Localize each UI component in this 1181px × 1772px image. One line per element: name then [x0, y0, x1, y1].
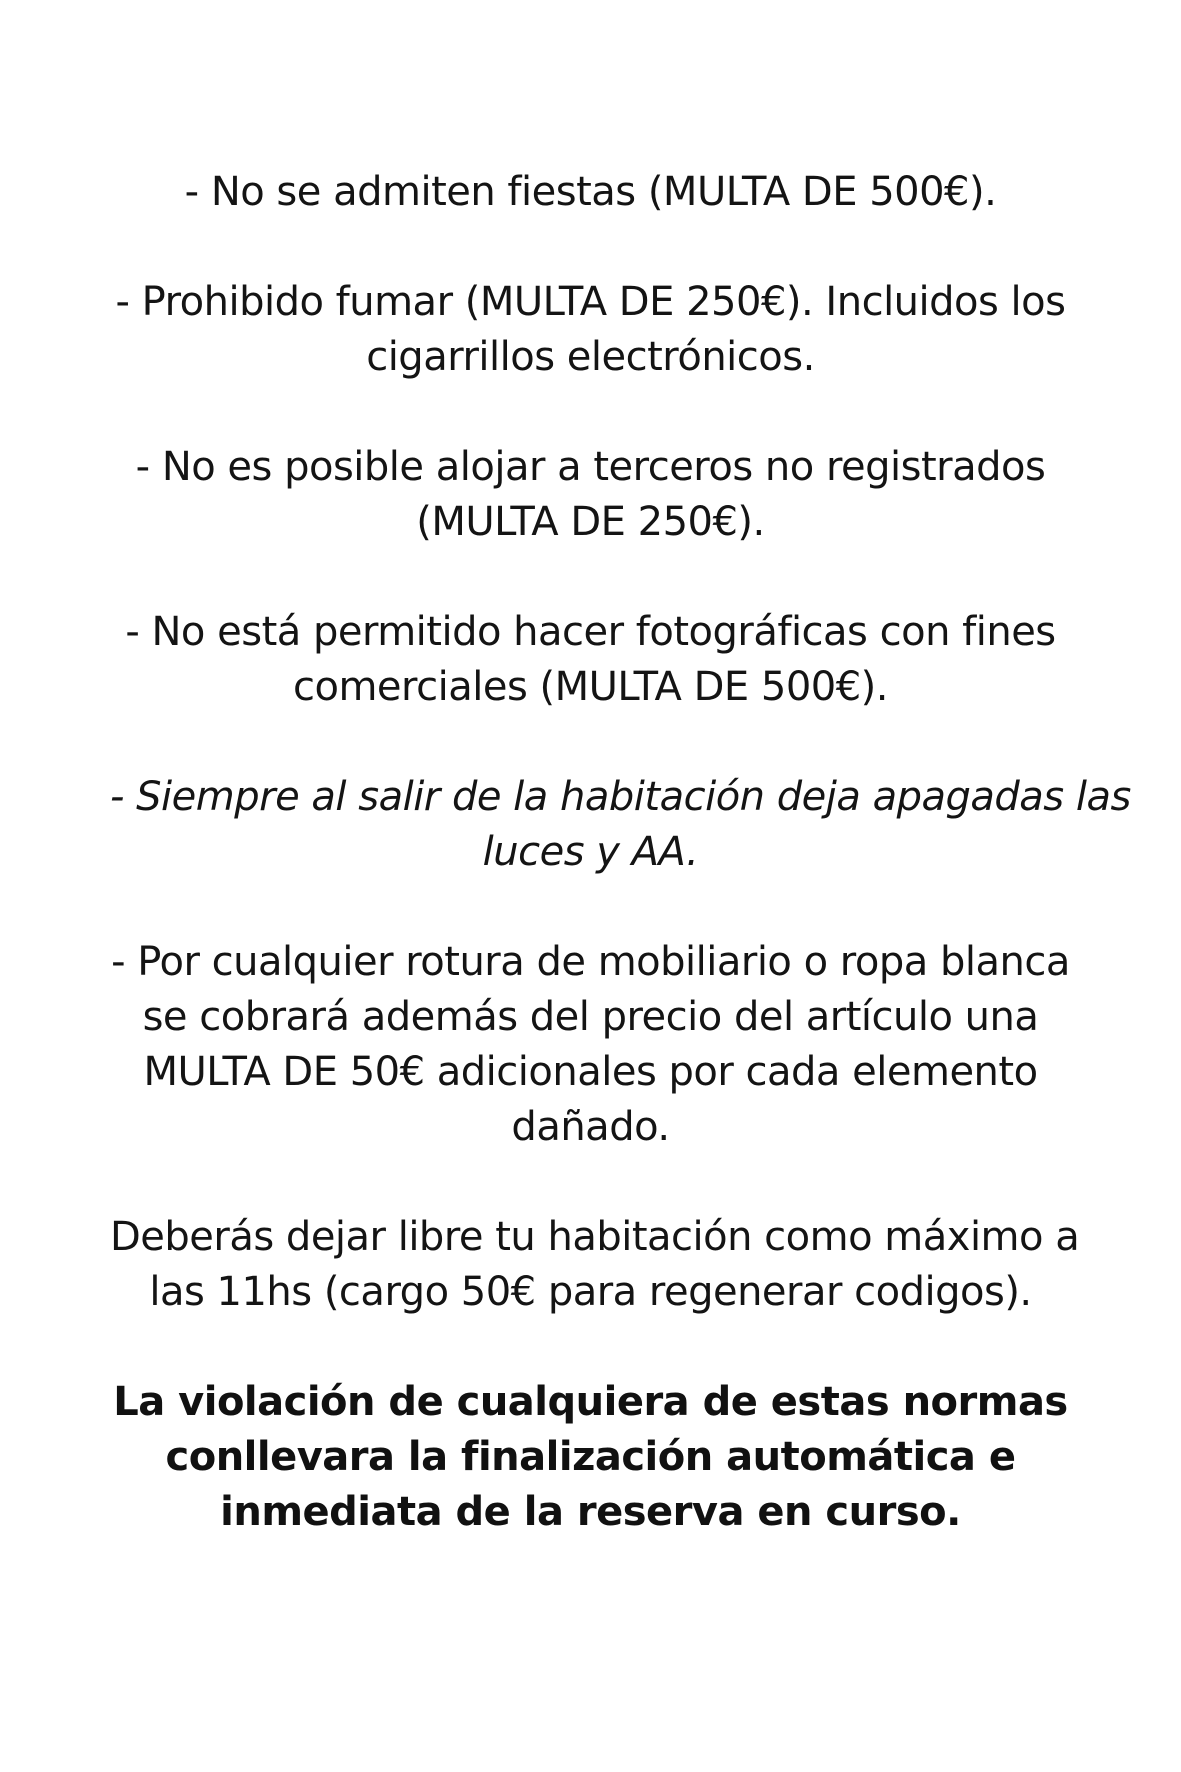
rule-line: comerciales (MULTA DE 500€). [293, 664, 888, 710]
rule-damage-fine [110, 935, 1071, 1155]
warning-line: conllevara la finalización automática e [165, 1434, 1016, 1480]
rule-line: cigarrillos electrónicos. [366, 334, 815, 380]
rule-line: - No se admiten fiestas (MULTA DE 500€). [184, 169, 997, 215]
rule-line: dañado. [511, 1104, 670, 1150]
rule-line: - Prohibido fumar (MULTA DE 250€). Incluidos los [115, 279, 1066, 325]
violation-warning [110, 1375, 1071, 1540]
rule-line: se cobrará además del precio del artículo una [142, 994, 1039, 1040]
rule-lights-and-ac [110, 770, 1131, 880]
rule-line: las 11hs (cargo 50€ para regenerar codigos). [149, 1269, 1032, 1315]
rules-list [110, 165, 1131, 1540]
rule-line: - Siempre al salir de la habitación deja apagadas las [110, 774, 1131, 820]
rule-line: - Por cualquier rotura de mobiliario o ropa blanca [111, 939, 1070, 985]
rule-no-unregistered-guests [110, 440, 1071, 550]
warning-line: inmediata de la reserva en curso. [220, 1489, 961, 1535]
rule-no-parties [110, 165, 1071, 220]
rule-no-smoking [110, 275, 1071, 385]
rule-line: - No es posible alojar a terceros no registrados [135, 444, 1046, 490]
rule-line: - No está permitido hacer fotográficas con fines [125, 609, 1056, 655]
rule-no-commercial-photos [110, 605, 1071, 715]
warning-line: La violación de cualquiera de estas normas [113, 1379, 1068, 1425]
rule-line: (MULTA DE 250€). [416, 499, 765, 545]
rule-line: luces y AA. [482, 829, 699, 875]
rule-line: Deberás dejar libre tu habitación como máximo a [110, 1214, 1080, 1260]
rule-checkout-time [110, 1210, 1080, 1320]
rule-line: MULTA DE 50€ adicionales por cada elemento [143, 1049, 1038, 1095]
